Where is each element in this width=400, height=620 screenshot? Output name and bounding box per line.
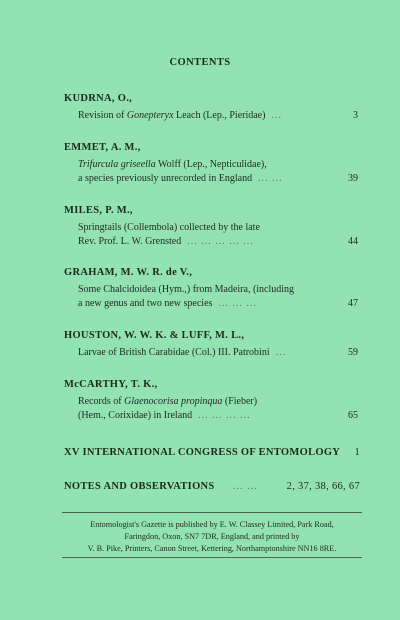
entry-title: [78, 395, 358, 423]
divider-rule: [62, 512, 362, 513]
title-text: Leach (Lep., Pieridae): [173, 110, 266, 121]
entry-title-line: [78, 283, 354, 297]
imprint-line: V. B. Pike, Printers, Canon Street, Kettering, Northamptonshire NN16 8RE.: [87, 544, 337, 553]
entry-author: GRAHAM, M. W. R. de V.,: [64, 267, 193, 278]
title-text: (Fieber): [222, 396, 258, 407]
leader-dots: ...: [275, 347, 287, 358]
divider-rule: [62, 557, 362, 558]
entry-title: [78, 109, 358, 123]
title-text: a new genus and two new species: [78, 298, 213, 309]
title-text: Wolff (Lep., Nepticulidae),: [155, 159, 267, 170]
entry-title: [78, 158, 358, 186]
contents-entry-notes: [64, 481, 360, 492]
entry-title-line: [78, 235, 358, 249]
entry-author: MILES, P. M.,: [64, 205, 133, 216]
taxon-name: Gonepteryx: [126, 110, 174, 121]
page-number: 1: [354, 447, 360, 458]
leader-dots: ... ... ... ...: [198, 410, 251, 421]
entry-title: [78, 221, 358, 249]
entry-title-line: [78, 158, 354, 172]
leader-dots: ... ... ...: [218, 298, 257, 309]
page-number: 3: [353, 110, 358, 121]
title-text: Revision of: [78, 110, 127, 121]
entry-title: [78, 346, 358, 360]
entry-title-line: [78, 297, 358, 311]
page-number: 39: [348, 173, 358, 184]
contents-entry-graham: [64, 266, 358, 311]
contents-heading: CONTENTS: [169, 57, 231, 68]
entry-author: KUDRNA, O.,: [64, 93, 133, 104]
notes-label: NOTES AND OBSERVATIONS: [64, 481, 215, 492]
entry-author: HOUSTON, W. W. K. & LUFF, M. L.,: [64, 330, 245, 341]
taxon-name: Glaenocorisa propinqua: [124, 396, 223, 407]
page-number: 65: [348, 410, 358, 421]
contents-entry-congress: [64, 447, 360, 458]
congress-label: XV INTERNATIONAL CONGRESS OF ENTOMOLOGY: [64, 447, 341, 458]
entry-author: EMMET, A. M.,: [64, 142, 141, 153]
title-text: Larvae of British Carabidae (Col.) III. Patrobini: [78, 347, 270, 358]
imprint-line: Entomologist's Gazette is published by E. W. Classey Limited, Park Road,: [90, 520, 334, 529]
entry-title: [78, 283, 358, 311]
leader-dots: ...: [271, 110, 282, 121]
contents-entry-miles: [64, 204, 358, 249]
publisher-imprint: [62, 519, 362, 555]
entry-title-line: [78, 109, 358, 123]
page-number: 44: [348, 236, 358, 247]
page-number: 59: [348, 347, 358, 358]
entry-title-line: [78, 221, 354, 235]
entry-title-line: [78, 395, 354, 409]
title-text: Records of: [78, 396, 125, 407]
contents-entry-kudrna: [64, 92, 358, 123]
imprint-line: Faringdon, Oxon, SN7 7DR, England, and printed by: [124, 532, 300, 541]
page-number: 47: [348, 298, 358, 309]
contents-entry-emmet: [64, 141, 358, 186]
title-text: Springtails (Collembola) collected by the late: [78, 222, 260, 233]
leader-dots: ... ... ... ... ...: [187, 236, 254, 247]
entry-title-line: [78, 172, 358, 186]
contents-entry-houston-luff: [64, 329, 358, 360]
title-text: Some Chalcidoidea (Hym.,) from Madeira, (including: [78, 284, 295, 295]
page-numbers: 2, 37, 38, 66, 67: [286, 481, 360, 492]
leader-dots: ... ...: [258, 173, 283, 184]
leader-dots: ... ...: [232, 481, 258, 492]
title-text: Rev. Prof. L. W. Grensted: [78, 236, 182, 247]
entry-author: McCARTHY, T. K.,: [64, 379, 158, 390]
entry-title-line: [78, 409, 358, 423]
taxon-name: Trifurcula griseella: [78, 159, 156, 170]
title-text: a species previously unrecorded in England: [78, 173, 253, 184]
entry-title-line: [78, 346, 358, 360]
contents-entry-mccarthy: [64, 378, 358, 423]
title-text: (Hem., Corixidae) in Ireland: [78, 410, 193, 421]
